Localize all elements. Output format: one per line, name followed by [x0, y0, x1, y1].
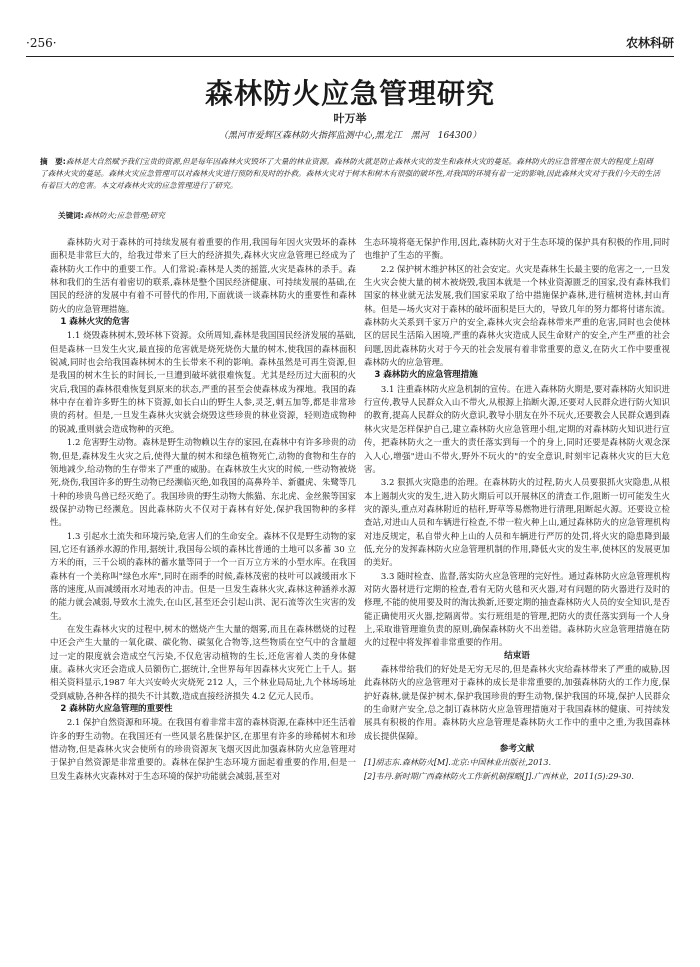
section-heading: 1 森林火灾的危害: [60, 317, 130, 328]
author-name: 叶万举: [333, 112, 367, 125]
body-paragraph: 1.3 引起水土流失和环境污染,危害人们的生命安全。森林不仅是野生动物的家园,它还有涵养水源的作用,据统计,我国每公顷的森林比普通的土地可以多蓄 30 立方米的雨，三千公顷的森林的蓄水量等同于一个一百万立方米的小型水库。在我国森林有一个美称叫"绿色水库",同时在雨季的时候,森林茂密的枝叶可以减缓雨水下落的速度,从而减缓雨水对地表的冲击。但是一旦发生森林火灾,森林这种涵养水源的能力就会减弱,导致水土流失,在山区,甚至还会引起山洪、泥石流等次生灾害的发生。: [50, 530, 356, 621]
keywords-label: 关键词:: [58, 211, 84, 220]
body-paragraph: 生态环境将毫无保护作用,因此,森林防火对于生态环境的保护具有积极的作用,同时也维护了生态的平衡。: [364, 237, 670, 261]
section-heading: 3 森林防火的应急管理措施: [374, 370, 478, 381]
keywords-text: 森林防火;应急管理;研究: [83, 211, 165, 220]
body-column-left: [50, 236, 356, 783]
article-title: 森林防火应急管理研究: [204, 77, 495, 110]
abstract-label: 摘 要:: [40, 157, 66, 166]
body-paragraph: 森林防火对于森林的可持续发展有着重要的作用,我国每年因火灾毁坏的森林面积是非常巨大的，给我过带来了巨大的经济损失,森林火灾应急管理已经成为了森林防火工作中的重要工作。人们常说:森林是人类的摇篮,火灾是森林的杀手。森林和我们的生活有着密切的联系,森林是整个国民经济健康、可持续发展的基础,在国民的经济的发展中有着不可替代的作用,下面就谈一谈森林防火的重要性和森林防火的应急管理措施。: [50, 237, 356, 314]
author-affiliation: （黑河市爱辉区森林防火指挥监测中心,黑龙江 黑河 164300）: [218, 131, 482, 141]
section-heading: 2 森林防火应急管理的重要性: [60, 704, 173, 715]
body-paragraph: 3.2 狠抓火灾隐患的治理。在森林防火的过程,防火人员要狠抓火灾隐患,从根本上遏制火灾的发生,进入防火期后可以开展林区的清查工作,阻断一切可能发生火灾的源头,重点对森林附近的桔秆,野草等易燃物进行清理,阻断起火源。还要设立检查站,对进山人员和车辆进行检查,不带一粒火种上山,通过森林防火的应急管理机构对违反规定，私自带火种上山的人员和车辆进行严厉的处罚,将火灾的隐患降到最低,充分的发挥森林防火应急管理机制的作用,降低火灾的发生率,使林区的发展更加的美好。: [364, 477, 670, 568]
body-paragraph: 1.1 烧毁森林树木,毁坏林下资源。众所周知,森林是我国国民经济发展的基础,但是森林一旦发生火灾,最直接的危害就是烧死烧伤大量的树木,使我国的森林面积锐减,同时也会给我国森林树木的生长带来不利的影响。森林虽然是可再生资源,但是我国的树木生长的时间长,一旦遭到破坏就很难恢复。尤其是经历过大面积的火灾后,我国的森林很难恢复到原来的状态,严重的甚至会使森林成为裸地。我国的森林中存在着许多野生的林下资源,如长白山的野生人参,灵芝,刺五加等,都是非常珍贵的药材。但是,一旦发生森林火灾就会烧毁这些珍贵的林业资源，轻则造成物种的锐减,重则就会造成物种的灭绝。: [50, 330, 356, 434]
header-rule: [26, 56, 674, 57]
section-heading: 结束语: [504, 650, 530, 661]
page-number: ·256·: [26, 36, 57, 50]
body-paragraph: 在发生森林火灾的过程中,树木的燃烧产生大量的烟雾,而且在森林燃烧的过程中还会产生大量的一氧化碳、碳化物、碳氢化合物等,这些物质在空气中的含量超过一定的限度就会造成空气污染,不仅危害动植物的生长,还危害着人类的身体健康。森林火灾还会造成人员额伤亡,据统计,全世界每年因森林火灾死亡上千人。据相关资料显示,1987 年大兴安岭火灾烧死 212 人，三个林业局局址,九个林场场址受到威胁,各种各样的损失不计其数,造成直接经济损失 4.2 亿元人民币。: [50, 623, 356, 701]
body-paragraph: 1.2 危害野生动物。森林是野生动物赖以生存的家园,在森林中有许多珍贵的动物,但是,森林发生火灾之后,使得大量的树木和绿色植物死亡,动物的食物和生存的领地减少,给动物的生存带来了严重的威胁。在森林放生火灾的时候,一些动物被烧死,烧伤,我国许多的野生动物已经濒临灭绝,如我国的高鼻羚羊、新疆虎、朱鹭等几十种的珍贵鸟兽已经灭绝了。我国珍贵的野生动物大熊猫、东北虎、金丝猴等国家级保护动物已经濒危。因此森林防火不仅对于森林有好处,保护我国物种的多样性。: [50, 437, 356, 528]
abstract: [40, 156, 660, 193]
abstract-text: 森林是大自然赋予我们宝贵的资源,但是每年因森林火灾毁坏了大量的林业资源。森林防火就是防止森林火灾的发生和森林火灾的蔓延。森林防火的应急管理在很大的程度上阻碍了森林火灾的蔓延。森林火灾应急管理可以对森林火灾进行预防和及时的扑救。森林火灾对于树木和树木有很强的破坏性,对我国的环境有着一定的影响,因此森林火灾对于我们今天的生活有着巨大的危害。本文对森林火灾的应急管理进行了研究。: [40, 157, 660, 191]
section-heading: 参考文献: [499, 744, 535, 755]
reference-item: [2]韦丹.新时期广西森林防火工作新机制探略[J].广西林业，2011(5):29-30.: [364, 771, 634, 781]
body-paragraph: 森林带给我们的好处是无穷无尽的,但是森林火灾给森林带来了严重的威胁,因此森林防火的应急管理对于森林的成长是非常重要的,加强森林防火的工作力度,保护好森林,就是保护树木,保护我国珍贵的野生动物,保护我国的环境,保护人民群众的生命财产安全,总之制订森林防火应急管理措施对于我国森林的健康、可持续发展具有积极的作用。森林防火应急管理是森林防火工作中的重中之重,为我国森林成长提供保障。: [364, 664, 670, 741]
keywords: [58, 210, 660, 222]
body-paragraph: 3.3 随时检查、监督,落实防火应急管理的完好性。通过森林防火应急管理机构对防火器材进行定期的检查,看有无防火毯和灭火器,对有问题的防火器进行及时的修理,不能的使用要及时的淘汰换新,还要定期的抽查森林防火人员的安全知识,是否能正确使用灭火器,挖隔离带。实行班组是的管理,把防火的责任落实到每一个人身上,采取谁管理谁负责的原则,确保森林防火不出差错。森林防火应急管理措施在防火的过程中将发挥着非常重要的作用。: [364, 570, 670, 648]
body-paragraph: 2.2 保护树木维护林区的社会安定。火灾是森林生长最主要的危害之一,一旦发生火灾会使大量的树木被烧毁,我国本就是一个林业资源匮乏的国家,没有森林我们国家的林业就无法发展,我们国家采取了给中措施保护森林,进行植树造林,封山育林。但是—场火灾对于森林的破坏面积是巨大的，导致几年的努力都将付诸东流。森林防火关系到千家万户的安全,森林火灾会给森林带来严重的危害,同时也会使林区的居民生活陷入困境,严重的森林火灾造成人民生命财产的安全,产生严重的社会问题,因此森林防火对于今天的社会发展有着非常重要的意义,在防火工作中要重视森林防火的应急管理。: [364, 263, 670, 368]
body-paragraph: 3.1 注重森林防火应急机制的宣传。在进入森林防火期是,要对森林防火知识进行宣传,教导人民群众入山不带火,从根源上掐断火源,还要对人民群众进行防火知识的教育,提高人民群众的防火意识,教导小朋友在外不玩火,还要教会人民群众遇到森林火灾是怎样保护自己,建立森林防火应急管理小组,定期的对森林防火知识进行宣传，把森林防火之一重大的责任落实到每一个的身上,同时还要是森林防火观念深入人心,增强"进山不带火,野外不玩火的"的安全意识,时刻牢记森林火灾的巨大危害。: [364, 383, 670, 474]
reference-item: [1]胡志东.森林防火[M].北京:中国林业出版社,2013.: [364, 758, 551, 768]
page-header: [26, 34, 674, 54]
journal-name: 农林科研: [625, 36, 674, 50]
body-paragraph: 2.1 保护自然资源和环境。在我国有着非常丰富的森林资源,在森林中还生活着许多的野生动物。在我国还有一些风景名胜保护区,在那里有许多的珍稀树木和珍惜动物,但是森林火灾会使所有的珍贵资源灰飞烟灭因此加强森林防火应急管理对于保护自然资源是非常重要的。森林在保护生态环境方面起着重要的作用,但是一旦发生森林火灾森林对于生态环境的保护功能就会减弱,甚至对: [50, 717, 356, 781]
body-column-right: [364, 236, 670, 783]
